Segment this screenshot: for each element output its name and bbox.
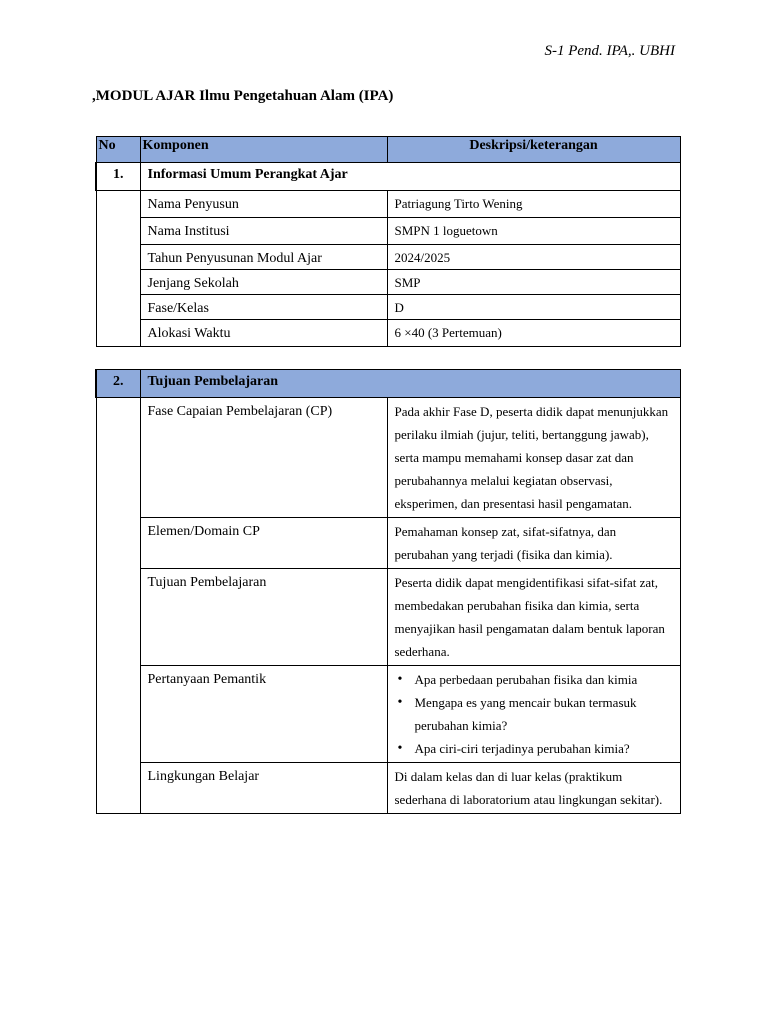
- section-number: 1.: [96, 163, 140, 191]
- page-header: S-1 Pend. IPA,. UBHI: [544, 43, 675, 59]
- row-value: [387, 666, 680, 763]
- row-label: Lingkungan Belajar: [140, 763, 387, 814]
- row-label: Nama Institusi: [140, 218, 387, 245]
- row-label: Fase Capaian Pembelajaran (CP): [140, 398, 387, 518]
- section-number: 2.: [96, 370, 140, 398]
- row-value: Pemahaman konsep zat, sifat-sifatnya, dan perubahan yang terjadi (fisika dan kimia).: [387, 518, 680, 569]
- table-row: [96, 295, 680, 320]
- general-info-table: [95, 136, 681, 347]
- row-value: 2024/2025: [387, 245, 680, 270]
- row-value: Peserta didik dapat mengidentifikasi sifat-sifat zat, membedakan perubahan fisika dan kimia, serta menyajikan hasil pengamatan dalam bentuk laporan sederhana.: [387, 569, 680, 666]
- table-row: [96, 320, 680, 347]
- row-label: Tahun Penyusunan Modul Ajar: [140, 245, 387, 270]
- document-title: ,MODUL AJAR Ilmu Pengetahuan Alam (IPA): [92, 88, 394, 104]
- header-deskripsi: Deskripsi/keterangan: [387, 137, 680, 163]
- list-item: • Mengapa es yang mencair bukan termasuk perubahan kimia?: [395, 691, 673, 737]
- section-title: Informasi Umum Perangkat Ajar: [140, 163, 680, 191]
- row-value: Di dalam kelas dan di luar kelas (praktikum sederhana di laboratorium atau lingkungan sekitar).: [387, 763, 680, 814]
- header-no: No: [96, 137, 140, 163]
- empty-number-cell: [96, 398, 140, 814]
- row-value: SMP: [387, 270, 680, 295]
- list-item: • Apa ciri-ciri terjadinya perubahan kimia?: [395, 737, 673, 760]
- row-label: Tujuan Pembelajaran: [140, 569, 387, 666]
- row-label: Pertanyaan Pemantik: [140, 666, 387, 763]
- table-row: [96, 245, 680, 270]
- question-list: [395, 668, 673, 760]
- row-label: Fase/Kelas: [140, 295, 387, 320]
- table-row: [96, 666, 680, 763]
- list-item: • Apa perbedaan perubahan fisika dan kimia: [395, 668, 673, 691]
- row-value: Pada akhir Fase D, peserta didik dapat menunjukkan perilaku ilmiah (jujur, teliti, bertanggung jawab), serta mampu memahami konsep dasar zat dan perubahannya melalui kegiatan observasi, eksperimen, dan presentasi hasil pengamatan.: [387, 398, 680, 518]
- learning-objectives-table: [95, 369, 681, 814]
- section-row: [96, 163, 680, 191]
- header-komponen: Komponen: [140, 137, 387, 163]
- table-row: [96, 518, 680, 569]
- row-label: Elemen/Domain CP: [140, 518, 387, 569]
- row-label: Nama Penyusun: [140, 191, 387, 218]
- table-row: [96, 218, 680, 245]
- section-title: Tujuan Pembelajaran: [140, 370, 680, 398]
- row-value: 6 ×40 (3 Pertemuan): [387, 320, 680, 347]
- table-row: [96, 191, 680, 218]
- table-row: [96, 569, 680, 666]
- empty-number-cell: [96, 191, 140, 347]
- row-value: SMPN 1 loguetown: [387, 218, 680, 245]
- section-row: [96, 370, 680, 398]
- table-row: [96, 270, 680, 295]
- table-row: [96, 398, 680, 518]
- row-value: D: [387, 295, 680, 320]
- row-label: Jenjang Sekolah: [140, 270, 387, 295]
- row-value: Patriagung Tirto Wening: [387, 191, 680, 218]
- table-header-row: [96, 137, 680, 163]
- table-row: [96, 763, 680, 814]
- row-label: Alokasi Waktu: [140, 320, 387, 347]
